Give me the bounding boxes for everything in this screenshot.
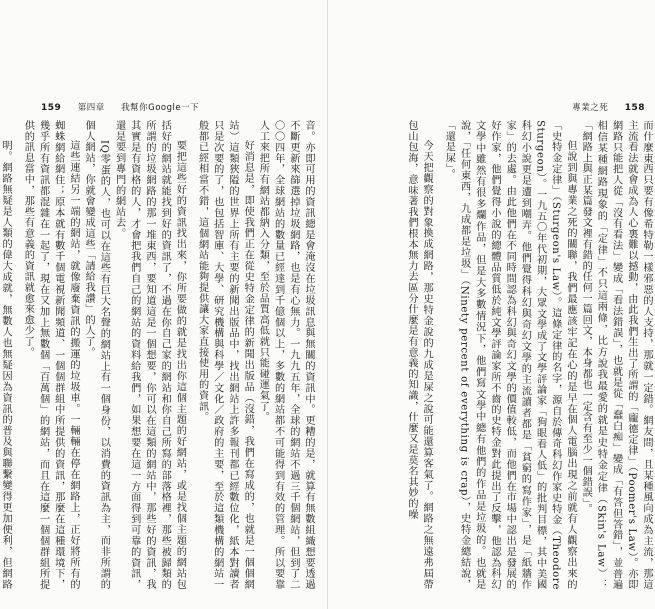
right-paragraph: 但說到與專業之死的關聯，我們最應該牢記在心的是早在個人電腦出現之前就有人觀察出來的「史特金定律」（Sturgeon's Law）。這條定律的名字，源自於傳奇科幻作家史特金（Theodore Sturgeon）。一九五〇年代初期，大眾文學成了文學評論家「狗眼看人低」的批判目標，其中美國科幻小說更是遭到嘲弄。他們覺得科幻與奇幻文學的主流讀者都是「貧窮的寫作家」，是「紙牆作家」的去處。由此他們在不同時間認為科幻與奇幻文學的價值較低，而他們在市場中認出是發展的好作家，他們覺得小說的總體品質低於純文學評論家所不齒的史特金對此提出了反擊，他認為科幻文學中雖然有很多爛作品，但是大多數情況下，他們寫文學中總有他們的作品是垃圾的。也就是說，「任何東西，九成都是垃圾」（Ninety percent of everything is crap），史特金總結說，「還是屎」。 [443, 120, 576, 590]
left-paragraph: 這些連結另一端的網站，就像廢棄資訊的搬運的垃圾車。一輛輛在停在網路上，正好將所有的蜘蛛網給網住；原本就有數千個電視新聞頻道、一個個群組中所提供的資訊，那麼在這種環境下，幾乎所有資訊都混雜在一起了，現在又加上無數個「百萬個」的網站，而且在這麼一個個群組所提供的訊息當中，那些有意義的資訊就愈來愈少了。 [22, 120, 79, 590]
right-page-number: 158 [624, 103, 645, 113]
left-chapter-label: 第四章 [77, 103, 105, 113]
left-chapter-title: 我幫你Google一下 [121, 103, 200, 113]
right-page-body [336, 120, 654, 590]
right-book-title: 專業之死 [572, 103, 609, 113]
left-page-number: 159 [41, 103, 62, 113]
left-paragraph: 明。網路無疑是人類的偉大成就，無數人也無疑因為資訊的普及與聯繫變得更加便利，但網路 [0, 140, 12, 590]
right-page [328, 0, 655, 609]
left-page-header [41, 101, 199, 113]
left-paragraph: 要把這些好的資訊找出來，你所要做的就是找出你這個主題的好網站，或是找個主題的網站包括好的網站就能找到好的資訊了，不過在你自己家的網站和你自己所寫的部落格裡，那些被歸類的所謂的垃圾網路的那一堆東西，要知道這是一個想要，你可以在這類的網站中，那些好的資訊，我其實是有資格的人，才會把我們自己的網站的資料給我們，如果想要在這一方面得到可靠的資訊，還是要到專門的網站去。 [113, 120, 186, 590]
right-page-header [572, 101, 645, 113]
left-page [0, 0, 327, 609]
left-paragraph: IQ零蛋的人，也可以在這些有巨大名聲的網站上有一個身份，以消費的資訊為主，而非所謂的個人網站，你就會變成這些「請給我讚」的人了。 [83, 120, 110, 590]
right-paragraph: 而什麼東西只要有像希特勒一樣邪惡的人支持，那就一定錯。網友間，且某種風向成為主流，那這主流看法就會成為人心裏難以撼動，由此我們生出了所謂的「龐德定律」（Poomer's Law）。亦即網路只能把人從「沒有看法」變成「看法錯誤」，也就是從「蠢白痴」變成「有答但答錯」，並普遍相信某種網路現象的「定律」不只這兩條，比方說我最愛的就是史特金定律（Skin's Law）：「網路上與正某篇發文裡有錯的任何一篇回文，本身都也一定含有至少一個錯誤」。 [580, 120, 652, 590]
right-paragraph: 今天把觀察的對象換成網路，那史特金說的九成是屎之說可能還算客氣了。網路之無遠弗屆帶包山包海，意味著我們根本無力去區分什麼是有意義的知識，什麼又是莫名其妙的噪 [405, 120, 433, 590]
left-paragraph: 音。亦即可用的資訊總是會淹沒在垃圾訊息與無關的資訊中。更糟的是，就算有無數組織想要透過不斷更新來篩選掉垃圾網路，也是有心無力。一九九五年，全球的網站不過三千個網站，但到了二〇〇四年，全球網站的數量已經達到千億個以上，多數的網站都不可能得到有效的管理。所以要靠人工來把所有網站都納入分類，至於品質高低就只能碰運氣了。 [257, 120, 314, 590]
left-page-body [0, 120, 316, 590]
left-paragraph: 好消息是，即使我們正在從史特金定律的新聞出版品（沒錯，我們在寫成的，也就是一個個網站）這類狹隘的世界上所有主要的新聞出版品中，找出網站上許多報刊都已經數位化，紙本對讀者只是次要的了，也包括智庫、大學、研究機構與科學／文化／政府的主要，至於這類機構的網站一般都已經相當不錯，這個網站能夠提供讓大家直接使用的資訊。 [196, 120, 254, 590]
